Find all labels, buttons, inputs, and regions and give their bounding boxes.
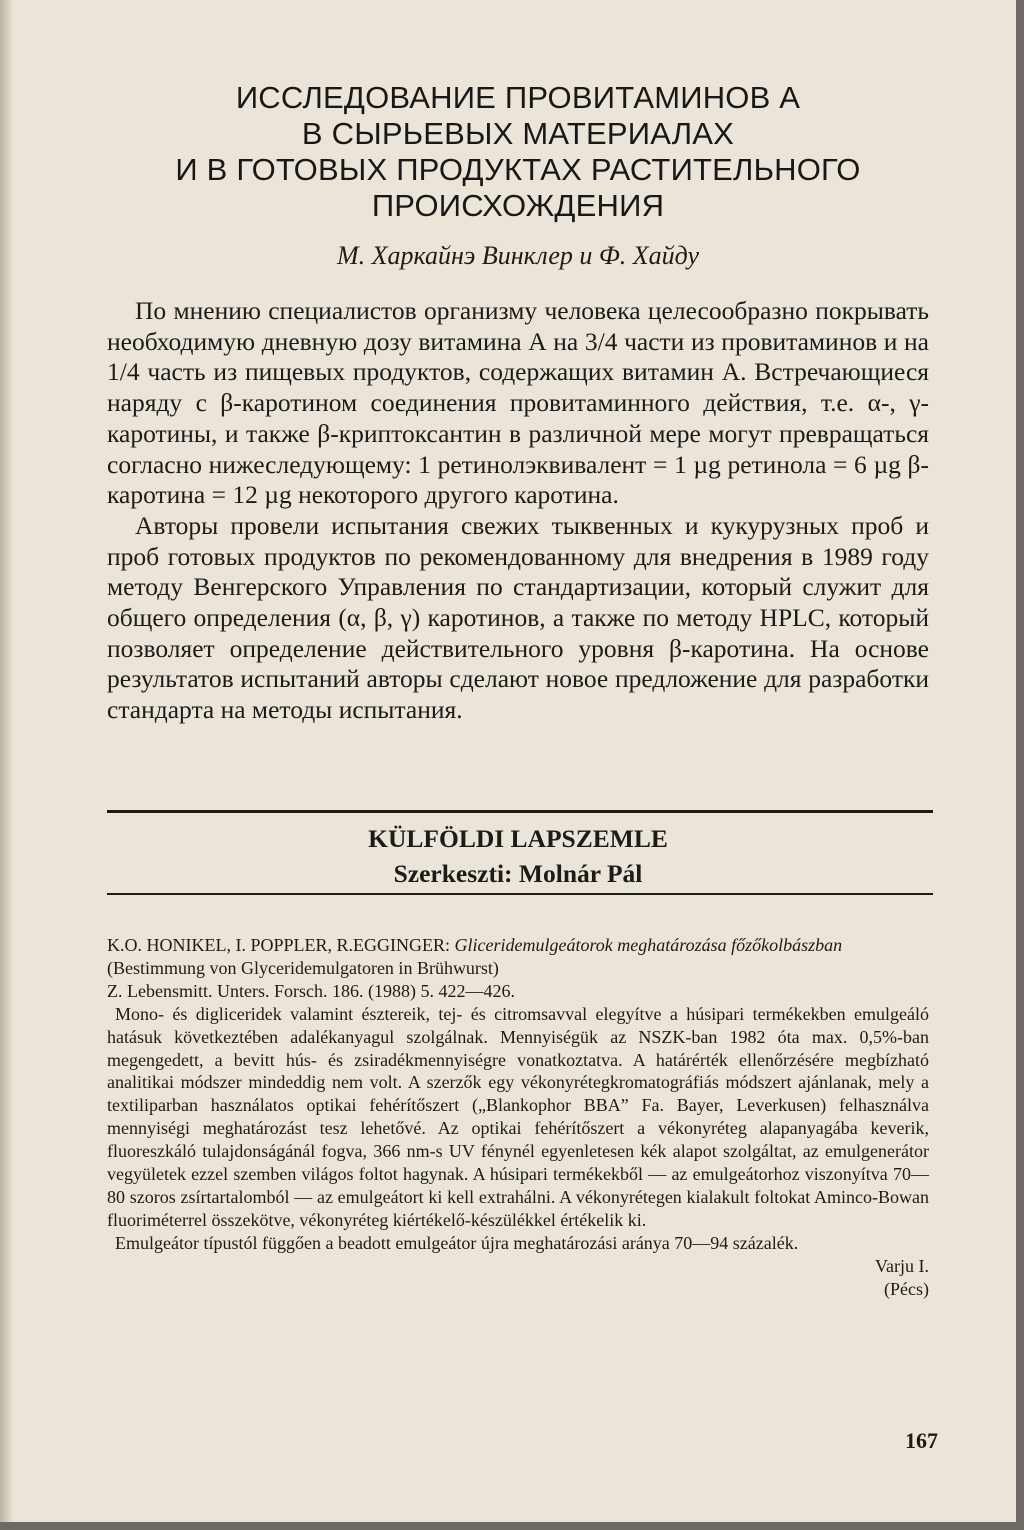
section-editor: Szerkeszti: Molnár Pál bbox=[393, 859, 643, 888]
review-title-hungarian: Gliceridemulgeátorok meghatározása főzőkolbászban bbox=[454, 935, 843, 955]
review-paragraph: Emulgeátor típustól függően a beadott emulgeátor újra meghatározási aránya 70—94 százalék. bbox=[115, 1232, 799, 1253]
article-title bbox=[107, 80, 929, 224]
article-title-line: В СЫРЬЕВЫХ МАТЕРИАЛАХ bbox=[301, 116, 735, 151]
abstract-paragraph: Авторы провели испытания свежих тыквенных и кукурузных проб и проб готовых продуктов по рекомендованному для внедрения в 1989 году методу Венгерского Управления по стандартизации, который служит для общего определения (α, β, γ) каротинов, а также по методу HPLC, который позволяет определение действительного уровня β-каротина. На основе результатов испытаний авторы сделают новое предложение для разработки стандарта на методы испытания. bbox=[107, 510, 929, 725]
article-title-line: ИССЛЕДОВАНИЕ ПРОВИТАМИНОВ А bbox=[235, 80, 801, 115]
review-citation: Z. Lebensmitt. Unters. Forsch. 186. (1988) 5. 422—426. bbox=[107, 980, 515, 1001]
review-body bbox=[107, 1003, 929, 1255]
article-title-line: И В ГОТОВЫХ ПРОДУКТАХ РАСТИТЕЛЬНОГО bbox=[175, 152, 861, 187]
reviewer-name: Varju I. bbox=[875, 1255, 929, 1276]
article-title-line: ПРОИСХОЖДЕНИЯ bbox=[371, 188, 665, 223]
article-abstract bbox=[107, 296, 929, 726]
review-entry bbox=[107, 934, 929, 1301]
page-binding-shadow bbox=[0, 0, 14, 1522]
article-authors: М. Харкайнэ Винклер и Ф. Хайду bbox=[336, 241, 700, 270]
review-paragraph: Mono- és digliceridek valamint észtereik, tej- és citromsavval elegyítve a húsipari termékekben emulgeáló hatásuk következtében adalékanyagul szolgálnak. Mennyiségük az NSZK-ban 1982 óta max. 0,5%-ban megengedett, a bevitt hús- és zsiradékmennyiségre vonatkoztatva. A határérték ellenőrzésére megbízható analitikai módszer mindeddig nem volt. A szerzők egy vékonyrétegkromatográfiás módszert ajánlanak, mely a textiliparban használatos optikai fehérítőszert („Blankophor BBA” Fa. Bayer, Leverkusen) felhasználva mennyiségi meghatározást tesz lehetővé. Az optikai fehérítőszert a vékonyréteg alapanyagába keverik, fluoreszkáló tulajdonságánál fogva, 366 nm-s UV fénynél egyenletesen kék alapot szolgáltat, az emulgenerátor vegyületek ezzel szemben világos foltot hagynak. A húsipari termékekből — az emulgeátorhoz viszonyítva 70—80 szoros zsírtartalomból — az emulgeátort ki kell extrahálni. A vékonyrétegen kialakult foltokat Aminco-Bowan fluoriméterrel összekötve, vékonyréteg kiértékelő-készülékkel értékelik ki. bbox=[107, 1003, 929, 1230]
review-title-german: (Bestimmung von Glyceridemulgatoren in Brühwurst) bbox=[107, 957, 499, 978]
review-authors: K.O. HONIKEL, I. POPPLER, R.EGGINGER: bbox=[107, 935, 455, 955]
reviewer-location: (Pécs) bbox=[884, 1278, 929, 1299]
section-divider-bottom bbox=[107, 893, 933, 895]
page-number: 167 bbox=[905, 1428, 938, 1453]
abstract-paragraph: По мнению специалистов организму человека целесообразно покрывать необходимую дневную дозу витамина А на 3/4 части из провитаминов и на 1/4 часть из пищевых продуктов, содержащих витамин А. Встречающиеся наряду с β-каротином соединения провитаминного действия, т.е. α-, γ-каротины, и также β-криптоксантин в различной мере могут превращаться согласно нижеследующему: 1 ретинолэквивалент = 1 µg ретинола = 6 µg β-каротина = 12 µg некоторого другого каротина. bbox=[107, 296, 929, 510]
review-heading bbox=[107, 934, 929, 957]
section-divider-top bbox=[107, 810, 933, 813]
section-title: KÜLFÖLDI LAPSZEMLE bbox=[368, 824, 668, 853]
